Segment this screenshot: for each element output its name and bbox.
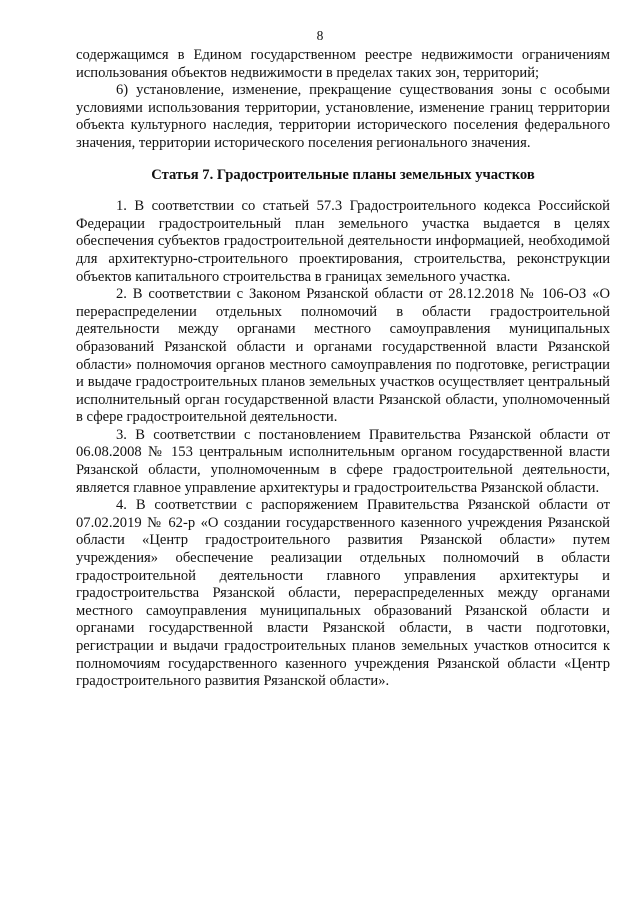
article-item-3: 3. В соответствии с постановлением Правительства Рязанской области от 06.08.2008 № 153 центральным исполнительным органом государственной власти Рязанской области, уполномоченным в сфере градостроительной деятельности, является главное управление архитектуры и градостроительства Рязанской области. (76, 426, 610, 496)
paragraph-continuation: содержащимся в Едином государственном реестре недвижимости ограничениям использования объектов недвижимости в пределах таких зон, территорий; (76, 47, 610, 81)
article-item-2: 2. В соответствии с Законом Рязанской области от 28.12.2018 № 106-ОЗ «О перераспределении отдельных полномочий в области градостроительной деятельности между органами местного самоуправления муниципальных образований Рязанской области и органами государственной власти Рязанской области» полномочия органов местного самоуправления по подготовке, регистрации и выдаче градостроительных планов земельных участков осуществляет центральный исполнительный орган государственной власти Рязанской области, уполномоченный в сфере градостроительной деятельности. (76, 286, 610, 426)
page-number: 8 (316, 28, 324, 43)
article-item-1: 1. В соответствии со статьей 57.3 Градостроительного кодекса Российской Федерации градостроительный план земельного участка выдается в целях обеспечения субъектов градостроительной деятельности информацией, необходимой для архитектурно-строительного проектирования, строительства, реконструкции объектов капитального строительства в границах земельного участка. (76, 198, 610, 285)
article-item-4: 4. В соответствии с распоряжением Правительства Рязанской области от 07.02.2019 № 62-р «О создании государственного казенного учреждения Рязанской области «Центр градостроительного развития Рязанской области» путем учреждения» обеспечение реализации отдельных полномочий в области градостроительной деятельности главного управления архитектуры и градостроительства Рязанской области, перераспределенных между органами местного самоуправления муниципальных образований Рязанской области и органами государственной власти Рязанской области, в части подготовки, регистрации и выдачи градостроительных планов земельных участков относится к полномочиям государственного казенного учреждения Рязанской области «Центр градостроительного развития Рязанской области». (76, 497, 610, 690)
paragraph-list-item-6: 6) установление, изменение, прекращение существования зоны с особыми условиями использования территории, установление, изменение границ территории объекта культурного наследия, территории исторического поселения федерального значения, территории исторического поселения регионального значения. (76, 82, 610, 151)
document-body (76, 47, 610, 691)
article-heading: Статья 7. Градостроительные планы земельных участков (151, 166, 535, 183)
